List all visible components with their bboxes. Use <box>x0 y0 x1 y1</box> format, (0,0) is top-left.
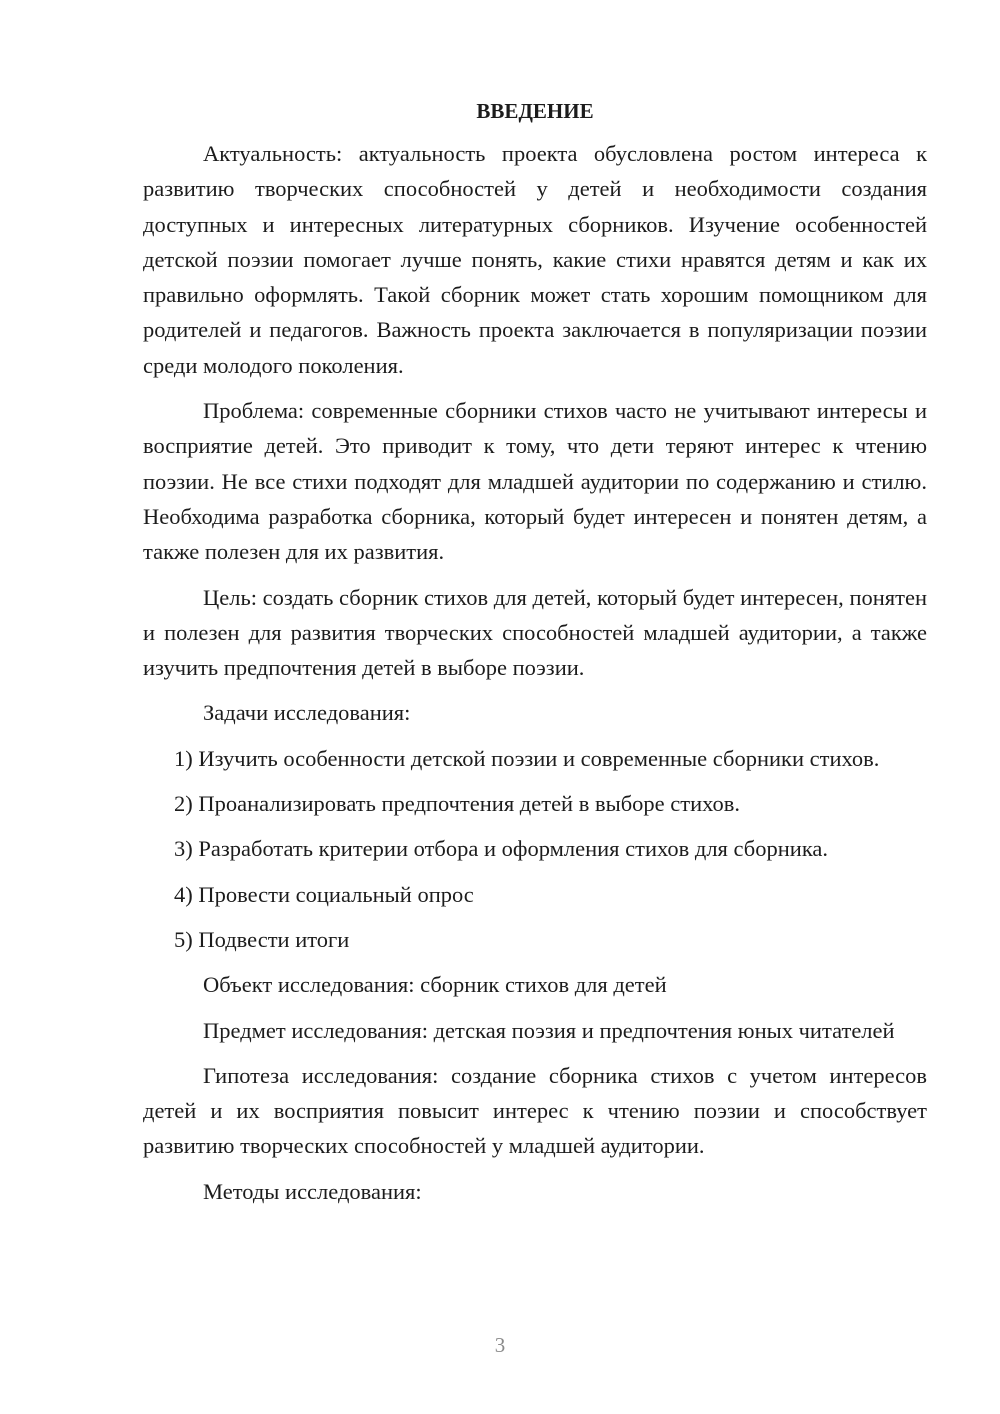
page-number: 3 <box>494 1333 506 1357</box>
tasks-list <box>143 741 927 957</box>
list-item: 1) Изучить особенности детской поэзии и современные сборники стихов. <box>174 745 880 771</box>
paragraph-hypothesis: Гипотеза исследования: создание сборника стихов с учетом интересов детей и их восприятия повысит интерес к чтению поэзии и способствует развитию творческих способностей у младшей аудитории. <box>143 1062 927 1159</box>
tasks-heading: Задачи исследования: <box>203 700 411 726</box>
list-item: 5) Подвести итоги <box>174 926 350 952</box>
list-item: 4) Провести социальный опрос <box>174 881 474 907</box>
paragraph-object: Объект исследования: сборник стихов для детей <box>203 972 667 998</box>
list-item: 2) Проанализировать предпочтения детей в выборе стихов. <box>174 791 741 817</box>
paragraph-relevance: Актуальность: актуальность проекта обусловлена ростом интереса к развитию творческих способностей у детей и необходимости создания доступных и интересных литературных сборников. Изучение особенностей детской поэзии помогает лучше понять, какие стихи нравятся детям и как их правильно оформлять. Такой сборник может стать хорошим помощником для родителей и педагогов. Важность проекта заключается в популяризации поэзии среди молодого поколения. <box>143 141 927 378</box>
paragraph-subject: Предмет исследования: детская поэзия и предпочтения юных читателей <box>203 1017 895 1043</box>
paragraph-goal: Цель: создать сборник стихов для детей, который будет интересен, понятен и полезен для развития творческих способностей младшей аудитории, а также изучить предпочтения детей в выборе поэзии. <box>143 584 927 681</box>
paragraph-problem: Проблема: современные сборники стихов часто не учитывают интересы и восприятие детей. Это приводит к тому, что дети теряют интерес к чтению поэзии. Не все стихи подходят для младшей аудитории по содержанию и стилю. Необходима разработка сборника, который будет интересен и понятен детям, а также полезен для их развития. <box>143 398 927 565</box>
list-item: 3) Разработать критерии отбора и оформления стихов для сборника. <box>174 836 829 862</box>
section-title: ВВЕДЕНИЕ <box>476 99 594 123</box>
document-page <box>143 96 927 1209</box>
methods-heading: Методы исследования: <box>203 1178 422 1204</box>
